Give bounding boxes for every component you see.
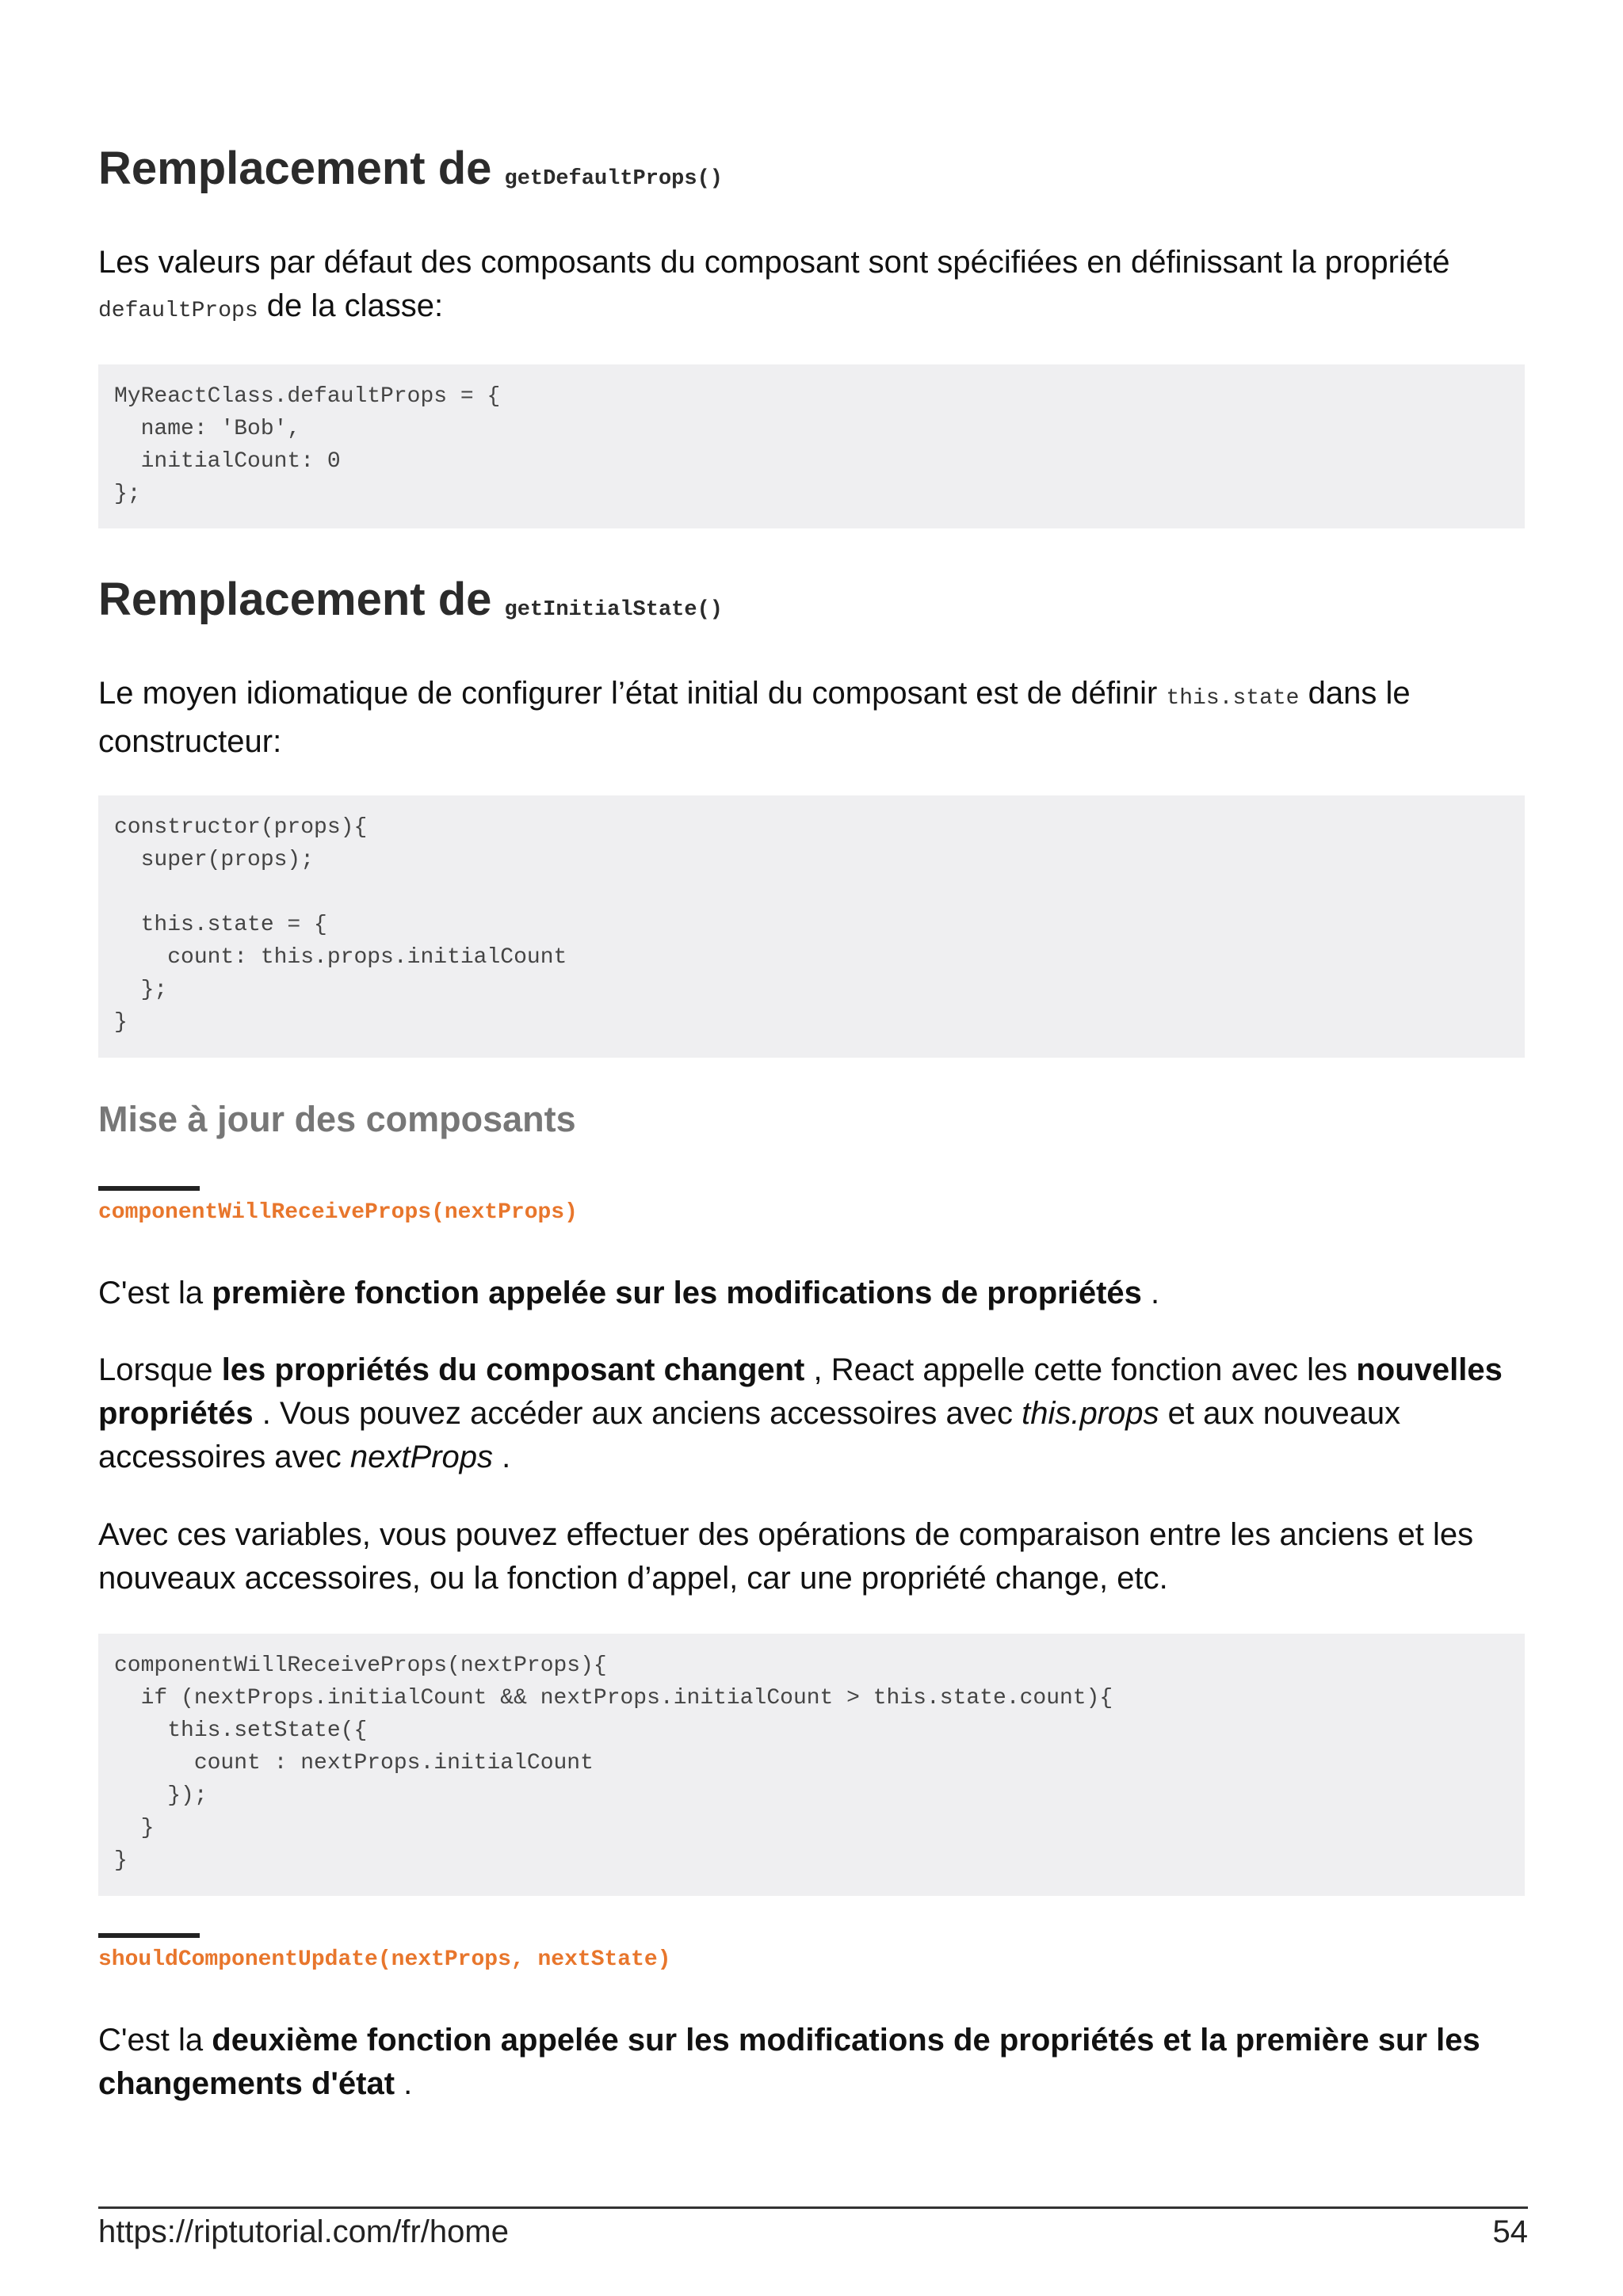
page-number: 54 [1492,2214,1528,2249]
method1-paragraph-2: Lorsque les propriétés du composant changent , React appelle cette fonction avec les nouvelles propriétés . Vous pouvez accéder aux anciens accessoires avec this.props et aux nouveaux accessoires avec nextProps . [98,1352,1503,1474]
section-title-default-props: Remplacement de getDefaultProps() [98,143,723,194]
footer-divider [98,2206,1528,2209]
code-block-will-receive-props: componentWillReceiveProps(nextProps){ if (nextProps.initialCount && nextProps.initialCount > this.state.count){ this.setState({ count : nextProps.initialCount }); } } [98,1634,1525,1896]
method1-paragraph-1: C'est la première fonction appelée sur les modifications de propriétés . [98,1276,1160,1310]
initial-state-paragraph: Le moyen idiomatique de configurer l’état initial du composant est de définir this.state dans le constructeur: [98,676,1411,759]
method1-paragraph-3: Avec ces variables, vous pouvez effectuer des opérations de comparaison entre les anciens et les nouveaux accessoires, ou la fonction d’appel, car une propriété change, etc. [98,1517,1474,1596]
method2-paragraph-1: C'est la deuxième fonction appelée sur les modifications de propriétés et la première sur les changements d'état . [98,2023,1480,2101]
section-heading-updates: Mise à jour des composants [98,1099,576,1139]
inline-code: defaultProps [98,299,258,323]
method-rule [98,1933,200,1938]
code-block-initial-state: constructor(props){ super(props); this.state = { count: this.props.initialCount }; } [98,795,1525,1058]
inline-code: this.state [1166,686,1300,711]
method-name-will-receive-props: componentWillReceiveProps(nextProps) [98,1200,578,1225]
method-rule [98,1186,200,1191]
title-code: getDefaultProps() [504,167,723,191]
method-name-should-update: shouldComponentUpdate(nextProps, nextState) [98,1947,671,1972]
code-block-default-props: MyReactClass.defaultProps = { name: 'Bob', initialCount: 0 }; [98,364,1525,528]
footer-url: https://riptutorial.com/fr/home [98,2214,509,2249]
section-title-initial-state: Remplacement de getInitialState() [98,574,723,625]
title-code: getInitialState() [504,598,723,622]
default-props-paragraph: Les valeurs par défaut des composants du composant sont spécifiées en définissant la propriété defaultProps de la classe: [98,245,1450,323]
